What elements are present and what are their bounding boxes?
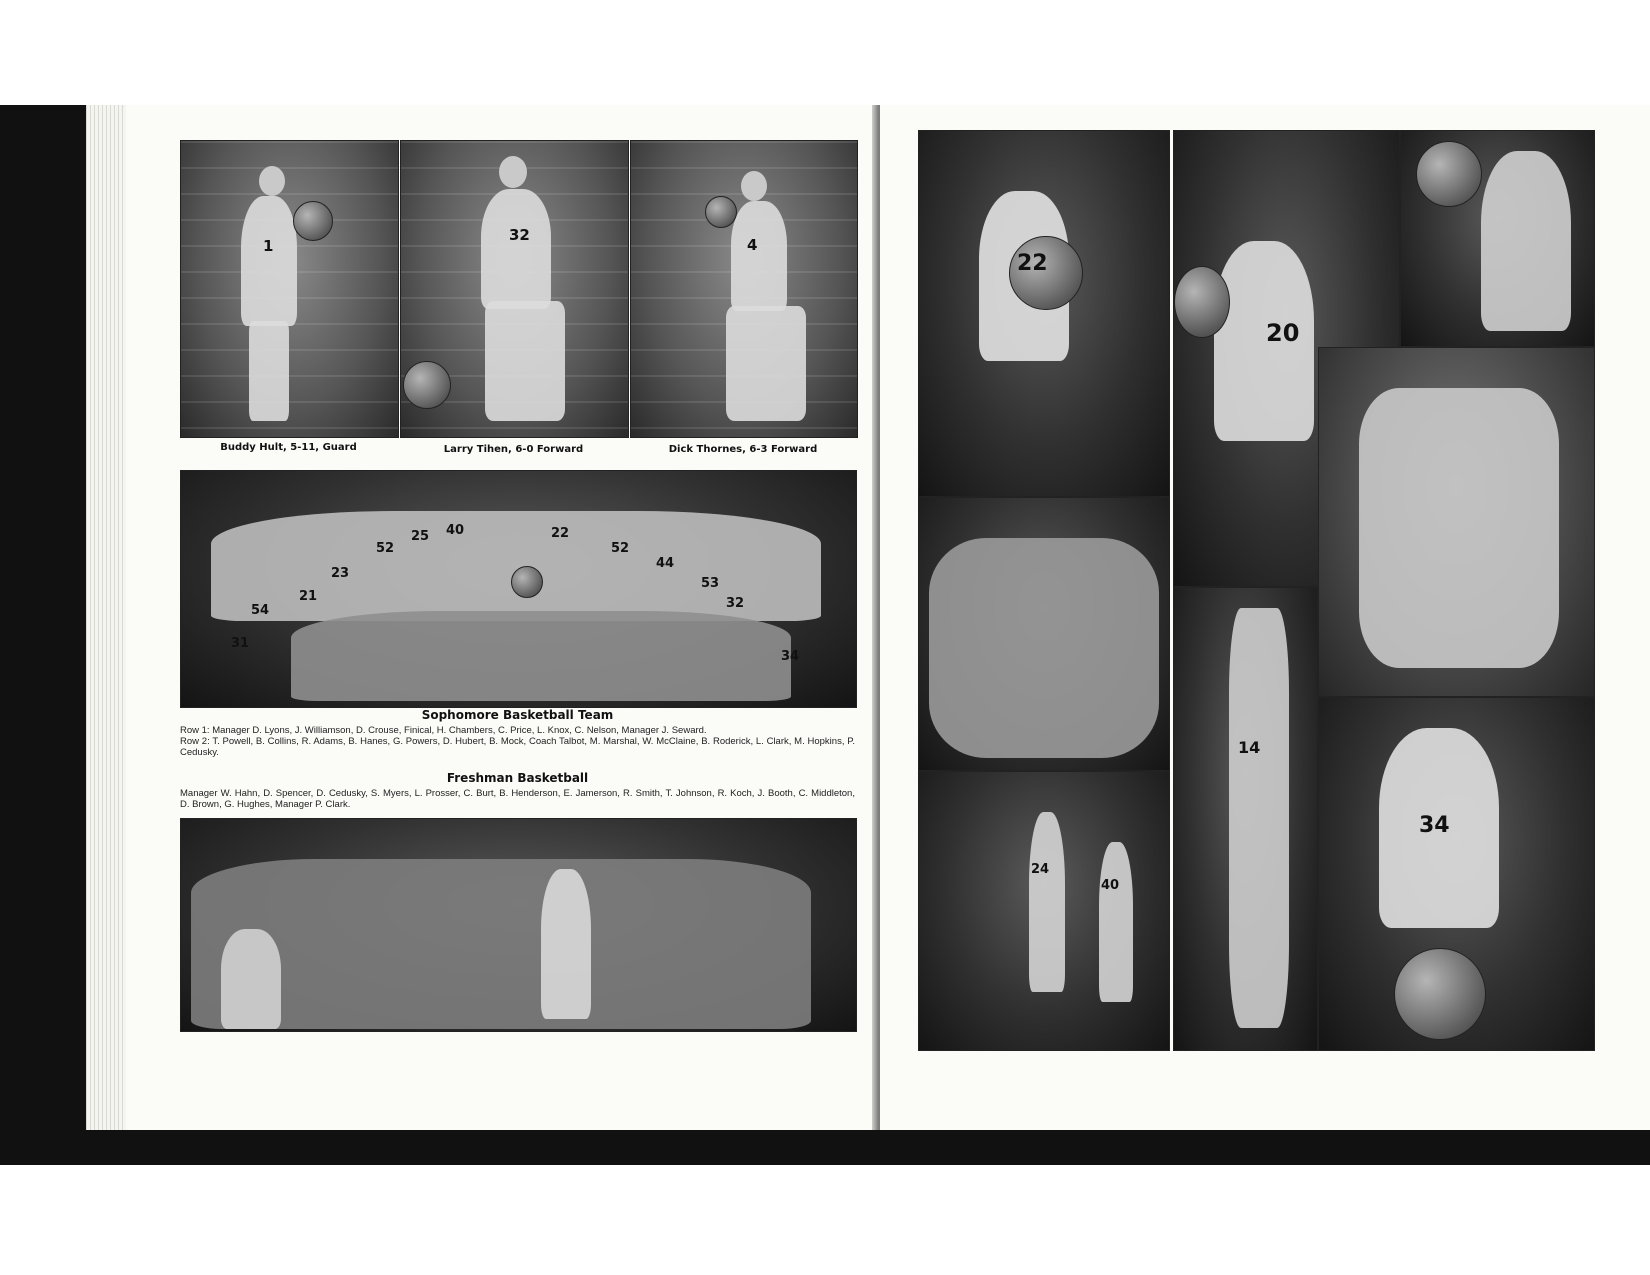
photo-buddy-hult [180,140,399,438]
action-photo-4 [1318,347,1595,697]
player-head [259,166,285,196]
player-legs [485,301,565,421]
player-figure [731,201,787,311]
player-head [741,171,767,201]
caption-buddy-hult: Buddy Hult, 5-11, Guard [220,442,357,453]
jersey-number: 24 [1031,862,1050,877]
yearbook-spread [0,105,1650,1165]
team-highlight [541,869,591,1019]
jersey-number: 22 [1017,251,1048,276]
jersey-number: 22 [551,526,570,541]
caption-dick-thornes: Dick Thornes, 6-3 Forward [668,444,818,455]
player-legs [249,321,289,421]
photo-larry-tihen [400,140,629,438]
player-head [499,156,527,188]
action-photo-3 [1400,130,1595,347]
jersey-number: 52 [611,541,630,556]
team-group [191,859,811,1029]
sophomore-title: Sophomore Basketball Team [421,708,614,722]
jersey-number: 21 [299,589,318,604]
jersey-number: 32 [509,226,530,244]
basketball [403,361,451,409]
jersey-number: 20 [1266,319,1300,347]
sophomore-row2: Row 2: T. Powell, B. Collins, R. Adams, B. Hanes, G. Powers, D. Hubert, B. Mock, Coach Talbot, M. Marshal, W. McClaine, B. Roderick, L. Clark, M. Hopkins, P. Cedusky. [180,736,855,758]
jersey-number: 25 [411,529,430,544]
jersey-number: 32 [726,596,745,611]
player-figure [1359,388,1559,668]
action-photo-1 [918,130,1170,497]
player-figure [481,189,551,309]
jersey-number: 14 [1238,738,1261,757]
caption-larry-tihen: Larry Tihen, 6-0 Forward [443,444,584,455]
photo-dick-thornes [630,140,858,438]
player-group [929,538,1159,758]
player-figure [1099,842,1133,1002]
page-edges [86,105,126,1130]
jersey-number: 53 [701,576,720,591]
player-figure [241,196,297,326]
jersey-number: 23 [331,566,350,581]
photo-freshman-team [180,818,857,1032]
player-figure [1229,608,1289,1028]
team-front-row [291,611,791,701]
freshman-title: Freshman Basketball [446,771,589,785]
action-photo-5 [918,497,1170,771]
basketball [705,196,737,228]
player-arms [1481,151,1571,331]
basketball [1174,266,1230,338]
player-figure [1029,812,1065,992]
jersey-number: 4 [747,236,758,254]
jersey-number: 44 [656,556,675,571]
team-highlight [221,929,281,1029]
freshman-names: Manager W. Hahn, D. Spencer, D. Cedusky, S. Myers, L. Prosser, C. Burt, B. Henderson, E. Jamerson, R. Smith, T. Johnson, R. Koch, J. Booth, C. Middleton, D. Brown, G. Hughes, Manager P. Clark. [180,788,855,810]
jersey-number: 40 [1101,878,1120,893]
action-photo-6 [918,771,1170,1051]
photo-sophomore-team [180,470,857,708]
jersey-number: 34 [1419,813,1450,838]
jersey-number: 34 [781,649,800,664]
jersey-number: 31 [231,636,250,651]
jersey-number: 40 [446,523,465,538]
jersey-number: 52 [376,541,395,556]
basketball [511,566,543,598]
jersey-number: 54 [251,603,270,618]
jersey-number: 1 [263,237,274,255]
action-photo-8 [1318,697,1595,1051]
action-photo-7 [1173,587,1318,1051]
basketball [293,201,333,241]
sophomore-row1: Row 1: Manager D. Lyons, J. Williamson, D. Crouse, Finical, H. Chambers, C. Price, L. Knox, C. Nelson, Manager J. Seward. [180,725,707,736]
player-legs [726,306,806,421]
basketball [1416,141,1482,207]
basketball [1394,948,1486,1040]
